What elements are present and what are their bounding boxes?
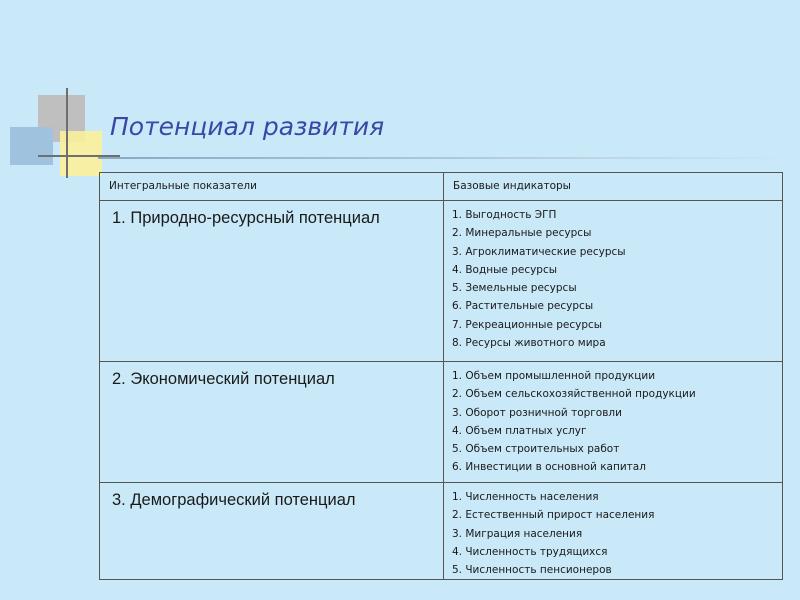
- list-item: 2. Естественный прирост населения: [452, 509, 655, 522]
- list-item: 3. Оборот розничной торговли: [452, 406, 622, 419]
- list-item: 4. Численность трудящихся: [452, 545, 608, 558]
- list-item: 8. Ресурсы животного мира: [452, 337, 606, 350]
- list-item: 2. Минеральные ресурсы: [452, 227, 592, 240]
- slide-title: Потенциал развития: [110, 112, 385, 141]
- table-row: [100, 483, 783, 580]
- decor-blue-square: [10, 127, 53, 165]
- list-item: 1. Выгодность ЭГП: [452, 209, 557, 221]
- row-label-natural: 1. Природно-ресурсный потенциал: [100, 201, 444, 362]
- column-header-base: Базовые индикаторы: [444, 173, 783, 201]
- indicators-table: [99, 172, 783, 580]
- row-items-demographic: [444, 483, 783, 580]
- list-item: 5. Земельные ресурсы: [452, 282, 577, 295]
- list-item: 3. Агроклиматические ресурсы: [452, 245, 626, 258]
- list-item: 6. Инвестиции в основной капитал: [452, 461, 646, 474]
- list-item: 1. Численность населения: [452, 491, 599, 503]
- list-item: 2. Объем сельскохозяйственной продукции: [452, 388, 696, 401]
- title-underline: [98, 157, 786, 159]
- row-items-economic: [444, 362, 783, 483]
- row-items-natural: [444, 201, 783, 362]
- table-row: [100, 201, 783, 362]
- row-label-demographic: 3. Демографический потенциал: [100, 483, 444, 580]
- list-item: 5. Объем строительных работ: [452, 443, 620, 456]
- list-item: 3. Миграция населения: [452, 527, 583, 540]
- list-item: 1. Объем промышленной продукции: [452, 370, 656, 382]
- list-item: 4. Водные ресурсы: [452, 263, 558, 276]
- list-item: 5. Численность пенсионеров: [452, 564, 612, 577]
- column-header-integral: Интегральные показатели: [100, 173, 444, 201]
- list-item: 7. Рекреационные ресурсы: [452, 318, 603, 331]
- list-item: 6. Растительные ресурсы: [452, 300, 594, 313]
- table-row: [100, 362, 783, 483]
- decor-vertical-line: [66, 88, 68, 178]
- list-item: 4. Объем платных услуг: [452, 424, 587, 437]
- table-header-row: [100, 173, 783, 201]
- row-label-economic: 2. Экономический потенциал: [100, 362, 444, 483]
